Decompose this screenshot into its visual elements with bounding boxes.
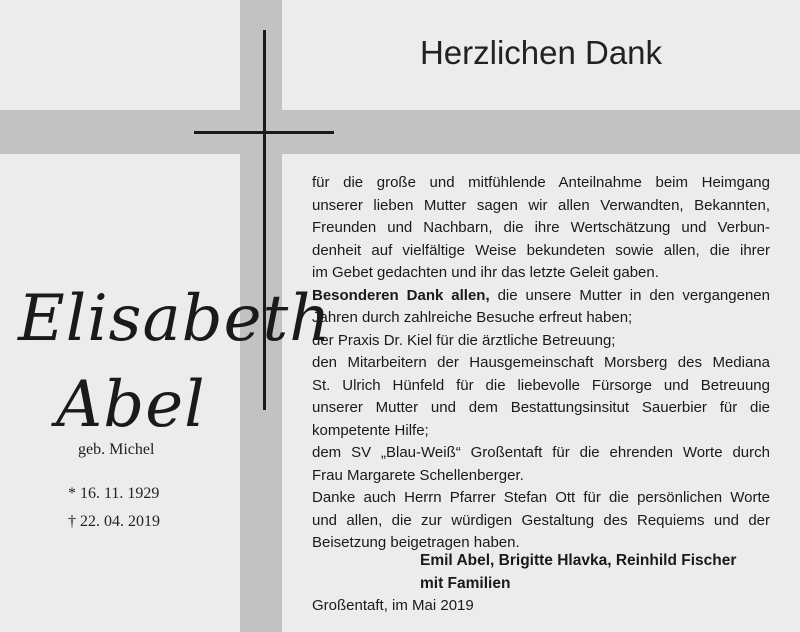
text-line: und allen, die zur würdigen Gestaltung des Requiems und der bbox=[312, 511, 770, 529]
text-line: kompetente Hilfe; bbox=[312, 421, 429, 439]
text-line: der Praxis Dr. Kiel für die ärztliche Betreuung; bbox=[312, 331, 616, 349]
text-line: Frau Margarete Schellenberger. bbox=[312, 466, 524, 484]
text-fragment: die unsere Mutter in den vergangenen bbox=[489, 286, 770, 304]
deceased-first-name: Elisabeth bbox=[18, 282, 332, 356]
place-date: Großentaft, im Mai 2019 bbox=[312, 597, 474, 614]
text-line: Freunden und Nachbarn, die ihre Wertschätzung und Verbun- bbox=[312, 219, 770, 236]
page-title: Herzlichen Dank bbox=[419, 34, 663, 71]
signature-families: mit Familien bbox=[420, 574, 511, 592]
thank-you-text bbox=[312, 172, 770, 555]
text-line: Jahren durch zahlreiche Besuche erfreut haben; bbox=[312, 309, 633, 326]
text-line: Danke auch Herrn Pfarrer Stefan Ott für die persönlichen Worte bbox=[312, 489, 770, 506]
emphasis-text: Besonderen Dank allen, bbox=[312, 286, 490, 304]
text-line: im Gebet gedachten und ihr das letzte Geleit gaben. bbox=[312, 264, 659, 281]
text-line: für die große und mitfühlende Anteilnahme beim Heimgang bbox=[312, 174, 770, 191]
text-line: unserer lieben Mutter sagen wir allen Verwandten, Bekannten, bbox=[312, 196, 770, 214]
birth-date: * 16. 11. 1929 bbox=[68, 485, 160, 502]
text-line: unserer Mutter und dem Bestattungsinsitut Sauerbier für die bbox=[312, 399, 770, 416]
birth-name: geb. Michel bbox=[78, 441, 155, 458]
signature bbox=[420, 550, 770, 595]
cross-band-horizontal bbox=[0, 110, 800, 154]
cross-icon-horizontal bbox=[194, 131, 334, 134]
text-line: Beisetzung beigetragen haben. bbox=[312, 534, 520, 551]
deceased-last-name: Abel bbox=[56, 368, 206, 442]
text-line: denheit auf vielfältige Weise bekundeten sowie allen, die ihrer bbox=[312, 241, 770, 259]
text-line: den Mitarbeitern der Hausgemeinschaft Morsberg des Mediana bbox=[312, 354, 770, 371]
text-line: dem SV „Blau-Weiß“ Großentaft für die ehrenden Worte durch bbox=[312, 444, 770, 461]
death-date: † 22. 04. 2019 bbox=[68, 513, 160, 530]
text-line: St. Ulrich Hünfeld für die liebevolle Fürsorge und Betreuung bbox=[312, 376, 770, 394]
text-line bbox=[312, 285, 770, 308]
signature-names: Emil Abel, Brigitte Hlavka, Reinhild Fischer bbox=[420, 552, 737, 569]
